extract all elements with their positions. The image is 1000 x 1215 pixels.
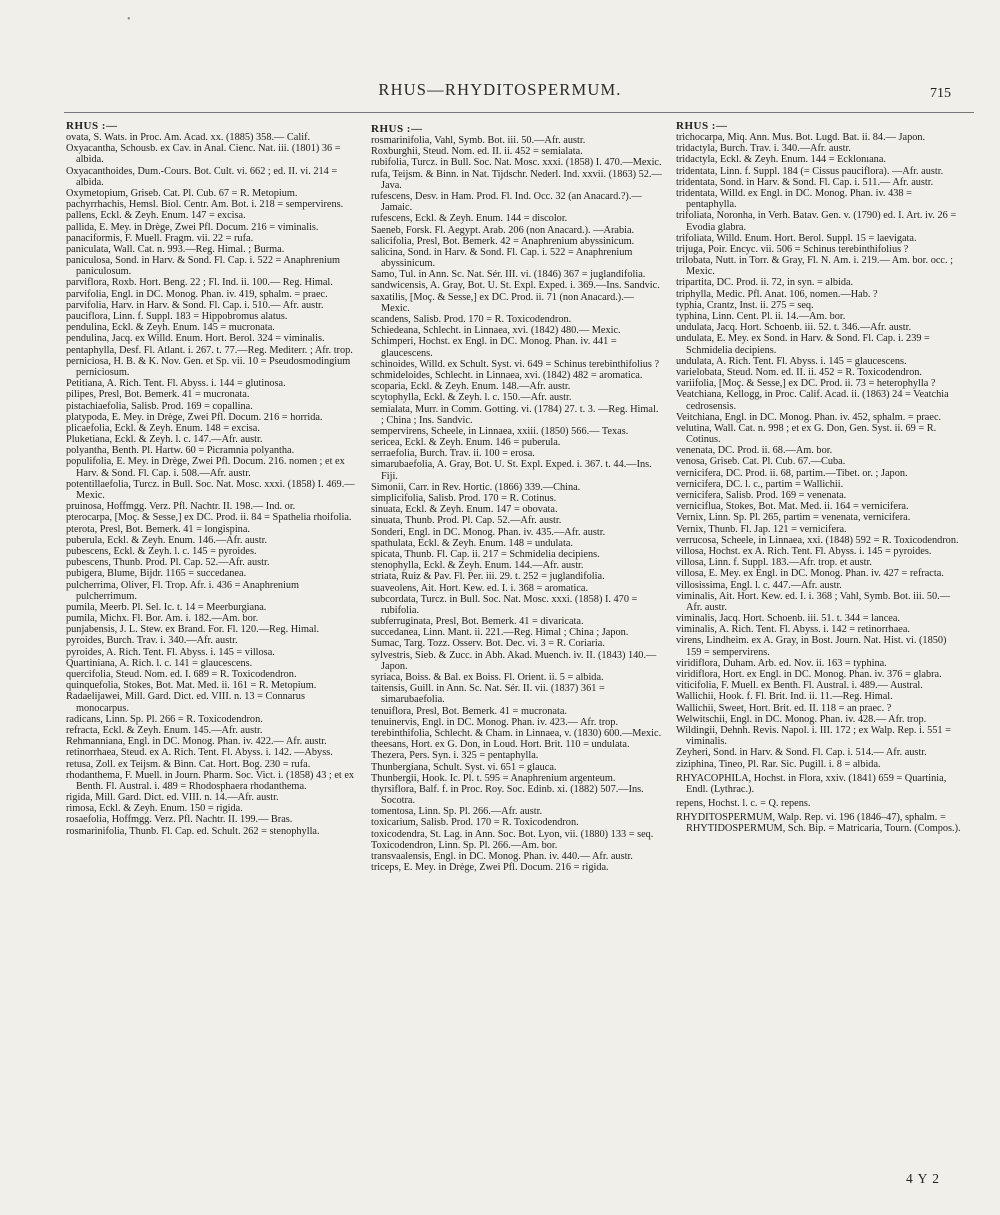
index-entry: pallida, E. Mey. in Drège, Zwei Pfl. Docum. 216 = viminalis. [66,221,319,233]
index-entry: sandwicensis, A. Gray, Bot. U. St. Expl. Exped. i. 369.—Ins. Sandvic. [371,280,660,292]
index-entry: thyrsiflora, Balf. f. in Proc. Roy. Soc. Edinb. xi. (1882) 507.—Ins. Socotra. [371,783,644,807]
column-1 [66,120,356,837]
index-entry: Vernix, Thunb. Fl. Jap. 121 = vernicifera. [676,523,847,535]
index-entry: viridiflora, Hort. ex Engl. in DC. Monog. Phan. iv. 376 = glabra. [676,669,942,680]
index-entry: spathulata, Eckl. & Zeyh. Enum. 148 = undulata. [371,537,573,549]
index-entry: paniculata, Wall. Cat. n. 993.—Reg. Himal. ; Burma. [66,243,285,255]
index-entry: pauciflora, Linn. f. Suppl. 183 = Hippobromus alatus. [66,311,288,322]
index-entry: trijuga, Poir. Encyc. vii. 506 = Schinus terebinthifolius ? [676,243,909,255]
index-entry: venenata, DC. Prod. ii. 68.—Am. bor. [676,445,833,457]
index-entry: vernicifera, DC. Prod. ii. 68, partim.—Tibet. or. ; Japon. [676,467,908,479]
index-entry: toxicarium, Salisb. Prod. 170 = R. Toxicodendron. [371,817,579,829]
index-entry: Thunbergii, Hook. Ic. Pl. t. 595 = Anaphrenium argenteum. [371,772,616,784]
genus-entry: repens, Hochst. l. c. = Q. repens. [676,798,811,810]
index-entry: tenuinervis, Engl. in DC. Monog. Phan. iv. 423.— Afr. trop. [371,716,619,728]
index-entry: scoparia, Eckl. & Zeyh. Enum. 148.—Afr. austr. [371,381,571,393]
index-entry: quercifolia, Steud. Nom. ed. I. 689 = R. Toxicodendron. [66,669,297,680]
index-entry: terebinthifolia, Schlecht. & Cham. in Linnaea, v. (1830) 600.—Mexic. [371,727,662,739]
index-entry: pendulina, Jacq. ex Willd. Enum. Hort. Berol. 324 = viminalis. [66,333,325,345]
index-entry: rufa, Teijsm. & Binn. in Nat. Tijdschr. Nederl. Ind. xxvii. (1863) 52.—Java. [371,168,662,191]
index-entry: polyantha, Benth. Pl. Hartw. 60 = Picramnia polyantha. [66,445,295,457]
index-entry: tomentosa, Linn. Sp. Pl. 266.—Afr. austr. [371,806,543,818]
column-heading: RHUS :— [676,120,728,132]
index-entry: rosaefolia, Hoffmgg. Verz. Pfl. Nachtr. II. 199.— Bras. [66,814,293,826]
genus-entry: RHYACOPHILA, Hochst. in Flora, xxiv. (1841) 659 = Quartinia, Endl. (Lythrac.). [676,772,947,795]
index-entry: rufescens, Desv. in Ham. Prod. Fl. Ind. Occ. 32 (an Anacard.?).—Jamaic. [371,190,642,214]
index-entry: salicina, Sond. in Harv. & Sond. Fl. Cap. i. 522 = Anaphrenium abyssinicum. [371,246,633,270]
index-entry: Simonii, Carr. in Rev. Hortic. (1866) 339.—China. [371,481,581,493]
index-entry: subferruginata, Presl, Bot. Bemerk. 41 = divaricata. [371,616,584,628]
index-entry: Oxyacantha, Schousb. ex Cav. in Anal. Cienc. Nat. iii. (1801) 36 = albida. [66,143,341,166]
index-entry: tridentata, Willd. ex Engl. in DC. Monog. Phan. iv. 438 = pentaphylla. [676,187,912,211]
index-entry: Thezera, Pers. Syn. i. 325 = pentaphylla. [371,750,539,762]
index-entry: viridiflora, Duham. Arb. ed. Nov. ii. 163 = typhina. [676,657,887,669]
index-entry: Schimperi, Hochst. ex Engl. in DC. Monog. Phan. iv. 441 = glaucescens. [371,336,617,359]
index-entry: semialata, Murr. in Comm. Gotting. vi. (1784) 27. t. 3. —Reg. Himal. ; China ; Ins. Sandvic. [371,403,659,426]
page-number: 715 [930,86,951,101]
index-entry: sinuata, Eckl. & Zeyh. Enum. 147 = obovata. [371,504,558,516]
index-entry: villosa, Hochst. ex A. Rich. Tent. Fl. Abyss. i. 145 = pyroides. [676,545,932,557]
index-entry: puberula, Eckl. & Zeyh. Enum. 146.—Afr. austr. [66,534,268,546]
index-entry: sempervirens, Scheele, in Linnaea, xxiii. (1850) 566.— Texas. [371,425,629,437]
index-entry: Saeneb, Forsk. Fl. Aegypt. Arab. 206 (non Anacard.). —Arabia. [371,224,635,236]
index-entry: Pluketiana, Eckl. & Zeyh. l. c. 147.—Afr. austr. [66,434,263,446]
index-entry: paniculosa, Sond. in Harv. & Sond. Fl. Cap. i. 522 = Anaphrenium paniculosum. [66,255,340,278]
index-entry: viminalis, A. Rich. Tent. Fl. Abyss. i. 142 = retinorrhaea. [676,624,910,636]
index-entry: rosmarinifolia, Thunb. Fl. Cap. ed. Schult. 262 = stenophylla. [66,825,320,837]
index-entry: villosa, E. Mey. ex Engl. in DC. Monog. Phan. iv. 427 = refracta. [676,568,944,580]
index-entry: velutina, Wall. Cat. n. 998 ; et ex G. Don, Gen. Syst. ii. 69 = R. Cotinus. [676,422,937,446]
index-entry: trifoliata, Noronha, in Verh. Batav. Gen. v. (1790) ed. I. Art. iv. 26 = Evodia glabra. [676,210,957,233]
index-entry: Zeyheri, Sond. in Harv. & Sond. Fl. Cap. i. 514.— Afr. austr. [676,747,927,759]
index-entry: pallens, Eckl. & Zeyh. Enum. 147 = excisa. [66,210,246,222]
index-entry: saxatilis, [Moç. & Sesse,] ex DC. Prod. ii. 71 (non Anacard.).—Mexic. [371,291,635,314]
index-entry: ovata, S. Wats. in Proc. Am. Acad. xx. (1885) 358.— Calif. [66,132,311,143]
index-entry: Veitchiana, Engl. in DC. Monog. Phan. iv. 452, sphalm. = praec. [676,411,942,423]
index-entry: rhodanthema, F. Muell. in Journ. Pharm. Soc. Vict. i. (1858) 43 ; et ex Benth. Fl. Austral. i. 489 = Rhodosphaera rhodanthema. [66,769,355,792]
index-entry: pumila, Meerb. Pl. Sel. Ic. t. 14 = Meerburgiana. [66,601,267,613]
index-entry: Toxicodendron, Linn. Sp. Pl. 266.—Am. bor. [371,839,558,851]
index-entry: Welwitschii, Engl. in DC. Monog. Phan. iv. 428.— Afr. trop. [676,713,927,725]
index-entry: schmideloides, Schlecht. in Linnaea, xvi. (1842) 482 = aromatica. [371,369,643,381]
index-entry: platypoda, E. Mey. in Drège, Zwei Pfl. Docum. 216 = horrida. [66,411,323,423]
index-entry: Thunbergiana, Schult. Syst. vi. 651 = glauca. [371,761,557,773]
index-entry: retusa, Zoll. ex Teijsm. & Binn. Cat. Hort. Bog. 230 = rufa. [66,758,311,770]
index-entry: trichocarpa, Miq. Ann. Mus. Bot. Lugd. Bat. ii. 84.— Japon. [676,132,926,143]
index-entry: Rehmanniana, Engl. in DC. Monog. Phan. iv. 422.— Afr. austr. [66,736,327,748]
index-entry: viticifolia, F. Muell. ex Benth. Fl. Austral. i. 489.— Austral. [676,680,923,692]
index-entry: typhina, Linn. Cent. Pl. ii. 14.—Am. bor. [676,311,846,322]
index-entry: rubifolia, Turcz. in Bull. Soc. Nat. Mosc. xxxi. (1858) I. 470.—Mexic. [371,157,662,169]
running-header [0,80,1000,110]
index-entry: villosissima, Engl. l. c. 447.—Afr. austr. [676,579,842,591]
index-entry: parviflora, Roxb. Hort. Beng. 22 ; Fl. Ind. ii. 100.— Reg. Himal. [66,277,333,289]
index-entry: Wildingii, Dehnh. Revis. Napol. i. III. 172 ; ex Walp. Rep. i. 551 = viminalis. [676,724,951,748]
index-entry: transvaalensis, Engl. in DC. Monog. Phan. iv. 440.— Afr. austr. [371,851,633,862]
index-entry: verrucosa, Scheele, in Linnaea, xxi. (1848) 592 = R. Toxicodendron. [676,534,959,546]
index-entry: taitensis, Guill. in Ann. Sc. Nat. Sér. II. vii. (1837) 361 = simarubaefolia. [371,683,605,706]
index-entry: varielobata, Steud. Nom. ed. II. ii. 452 = R. Toxicodendron. [676,366,922,378]
index-entry: schinoides, Willd. ex Schult. Syst. vi. 649 = Schinus terebinthifolius ? [371,358,660,370]
index-entry: trifoliata, Willd. Enum. Hort. Berol. Suppl. 15 = laevigata. [676,232,917,244]
corner-mark: • [127,14,131,25]
index-entry: scandens, Salisb. Prod. 170 = R. Toxicodendron. [371,314,572,325]
index-entry: villosa, Linn. f. Suppl. 183.—Afr. trop. et austr. [676,557,872,569]
running-title: RHUS—RHYDITOSPERMUM. [378,80,622,99]
column-heading: RHUS :— [66,120,118,132]
index-entry: toxicodendra, St. Lag. in Ann. Soc. Bot. Lyon, vii. (1880) 133 = seq. [371,828,654,840]
index-entry: pyroides, Burch. Trav. i. 340.—Afr. austr. [66,635,238,647]
index-entry: vernicifera, Salisb. Prod. 169 = venenata. [676,490,847,501]
index-entry: undulata, A. Rich. Tent. Fl. Abyss. i. 145 = glaucescens. [676,355,907,367]
index-entry: variifolia, [Moç. & Sesse,] ex DC. Prod. ii. 73 = heterophylla ? [676,378,936,390]
index-entry: parvifolia, Harv. in Harv. & Sond. Fl. Cap. i. 510.— Afr. austr. [66,299,324,311]
index-entry: Samo, Tul. in Ann. Sc. Nat. Sér. III. vi. (1846) 367 = juglandifolia. [371,269,646,281]
index-entry: subcordata, Turcz. in Bull. Soc. Nat. Mosc. xxxi. (1858) I. 470 = rubifolia. [371,593,638,616]
genus-entry: RHYDITOSPERMUM, Walp. Rep. vi. 196 (1846–47), sphalm. = RHYTIDOSPERMUM, Sch. Bip. = Matricaria, Tourn. (Compos.). [676,812,961,835]
index-entry: parvifolia, Engl. in DC. Monog. Phan. iv. 419, sphalm. = praec. [66,288,328,300]
index-entry: Veatchiana, Kellogg, in Proc. Calif. Acad. ii. (1863) 24 = Veatchia cedrosensis. [676,389,949,412]
index-entry: pubescens, Thunb. Prod. Pl. Cap. 52.—Afr. austr. [66,557,270,569]
index-entry: punjabensis, J. L. Stew. ex Brand. For. Fl. 120.—Reg. Himal. [66,624,320,636]
index-entry: striata, Ruiz & Pav. Fl. Per. iii. 29. t. 252 = juglandifolia. [371,571,605,583]
index-entry: stenophylla, Eckl. & Zeyh. Enum. 144.—Afr. austr. [371,560,584,572]
index-entry: virens, Lindheim. ex A. Gray, in Bost. Journ. Nat. Hist. vi. (1850) 159 = sempervirens. [676,635,947,658]
index-entry: triceps, E. Mey. in Drège, Zwei Pfl. Docum. 216 = rigida. [371,862,609,874]
index-entry: Vernix, Linn. Sp. Pl. 265, partim = venenata, vernicifera. [676,512,911,524]
index-entry: pubescens, Eckl. & Zeyh. l. c. 145 = pyroides. [66,545,257,557]
index-entry: viminalis, Jacq. Hort. Schoenb. iii. 51. t. 344 = lancea. [676,613,901,625]
index-entry: viminalis, Ait. Hort. Kew. ed. I. i. 368 ; Vahl, Symb. Bot. iii. 50.—Afr. austr. [676,590,951,613]
index-entry: potentillaefolia, Turcz. in Bull. Soc. Nat. Mosc. xxxi. (1858) I. 469.—Mexic. [66,478,355,501]
index-entry: pruinosa, Hoffmgg. Verz. Pfl. Nachtr. II. 198.— Ind. or. [66,501,296,513]
index-entry: succedanea, Linn. Mant. ii. 221.—Reg. Himal ; China ; Japon. [371,627,629,639]
index-entry: Wallichii, Sweet, Hort. Brit. ed. II. 118 = an praec. ? [676,702,892,714]
index-entry: simplicifolia, Salisb. Prod. 170 = R. Cotinus. [371,493,557,504]
index-entry: undulata, E. Mey. ex Sond. in Harv. & Sond. Fl. Cap. i. 239 = Schmidelia decipiens. [676,333,930,356]
index-entry: tridentata, Linn. f. Suppl. 184 (= Cissus pauciflora). —Afr. austr. [676,165,944,177]
index-entry: panaciformis, F. Muell. Fragm. vii. 22 = rufa. [66,232,254,244]
column-heading: RHUS :— [371,123,423,135]
index-entry: simarubaefolia, A. Gray, Bot. U. St. Expl. Exped. i. 367. t. 44.—Ins. Fiji. [371,459,652,482]
index-entry: rigida, Mill. Gard. Dict. ed. VIII. n. 14.—Afr. austr. [66,792,279,804]
index-entry: pterocarpa, [Moç. & Sesse,] ex DC. Prod. ii. 84 = Spathelia rhoifolia. [66,512,352,524]
index-entry: Oxymetopium, Griseb. Cat. Pl. Cub. 67 = R. Metopium. [66,187,298,199]
column-3 [676,120,964,835]
index-entry: tripartita, DC. Prod. ii. 72, in syn. = albida. [676,277,854,289]
index-entry: pulcherrima, Oliver, Fl. Trop. Afr. i. 436 = Anaphrenium pulcherrimum. [66,579,300,602]
index-entry: undulata, Jacq. Hort. Schoenb. iii. 52. t. 346.—Afr. austr. [676,322,912,334]
index-entry: pistachiaefolia, Salisb. Prod. 169 = copallina. [66,400,253,412]
index-entry: sinuata, Thunb. Prod. Pl. Cap. 52.—Afr. austr. [371,515,562,527]
index-entry: salicifolia, Presl, Bot. Bemerk. 42 = Anaphrenium abyssinicum. [371,235,635,247]
index-entry: tenuiflora, Presl, Bot. Bemerk. 41 = mucronata. [371,705,567,717]
index-entry: pterota, Presl, Bot. Bemerk. 41 = longispina. [66,523,250,535]
index-entry: Sonderi, Engl. in DC. Monog. Phan. iv. 435.—Afr. austr. [371,526,606,538]
index-entry: rufescens, Eckl. & Zeyh. Enum. 144 = discolor. [371,213,568,225]
index-entry: verniciflua, Stokes, Bot. Mat. Med. ii. 164 = vernicifera. [676,501,909,513]
index-entry: pentaphylla, Desf. Fl. Atlant. i. 267. t. 77.—Reg. Mediterr. ; Afr. trop. [66,344,353,356]
index-entry: suaveolens, Ait. Hort. Kew. ed. I. i. 368 = aromatica. [371,582,589,594]
header-rule [64,112,974,113]
index-entry: Wallichii, Hook. f. Fl. Brit. Ind. ii. 11.—Reg. Himal. [676,691,893,703]
index-entry: spicata, Thunb. Fl. Cap. ii. 217 = Schmidelia decipiens. [371,548,600,560]
index-entry: pubigera, Blume, Bijdr. 1165 = succedanea. [66,568,247,580]
index-entry: populifolia, E. Mey. in Drège, Zwei Pfl. Docum. 216. nomen ; et ex Harv. & Sond. Fl. Cap. i. 508.—Afr. austr. [66,456,345,479]
index-entry: radicans, Linn. Sp. Pl. 266 = R. Toxicodendron. [66,713,263,725]
index-entry: pyroides, A. Rich. Tent. Fl. Abyss. i. 145 = villosa. [66,646,275,658]
index-entry: Roxburghii, Steud. Nom. ed. II. ii. 452 = semialata. [371,146,583,158]
index-entry: pendulina, Eckl. & Zeyh. Enum. 145 = mucronata. [66,322,275,334]
index-entry: tridentata, Sond. in Harv. & Sond. Fl. Cap. i. 511.— Afr. austr. [676,176,934,188]
index-entry: pachyrrhachis, Hemsl. Biol. Centr. Am. Bot. i. 218 = sempervirens. [66,199,344,211]
index-entry: sylvestris, Sieb. & Zucc. in Abh. Akad. Muench. iv. II. (1843) 140.—Japon. [371,649,657,672]
index-entry: ziziphina, Tineo, Pl. Rar. Sic. Pugill. i. 8 = albida. [676,758,881,770]
index-entry: triphylla, Medic. Pfl. Anat. 106, nomen.—Hab. ? [676,288,878,300]
index-entry: syriaca, Boiss. & Bal. ex Boiss. Fl. Orient. ii. 5 = albida. [371,672,604,683]
index-entry: sericea, Eckl. & Zeyh. Enum. 146 = puberula. [371,437,561,449]
index-entry: trilobata, Nutt. in Torr. & Gray, Fl. N. Am. i. 219.— Am. bor. occ. ; Mexic. [676,255,953,278]
index-entry: Petitiana, A. Rich. Tent. Fl. Abyss. i. 144 = glutinosa. [66,378,286,390]
index-entry: Schiedeana, Schlecht. in Linnaea, xvi. (1842) 480.— Mexic. [371,325,621,337]
index-entry: typhia, Crantz, Inst. ii. 275 = seq. [676,299,814,311]
column-2 [371,120,662,873]
index-entry: Sumac, Targ. Tozz. Osserv. Bot. Dec. vi. 3 = R. Coriaria. [371,638,605,650]
index-entry: Oxyacanthoides, Dum.-Cours. Bot. Cult. vi. 662 ; ed. II. vi. 214 = albida. [66,165,338,188]
index-entry: Quartiniana, A. Rich. l. c. 141 = glaucescens. [66,657,253,669]
index-entry: vernicifera, DC. l. c., partim = Wallichii. [676,478,844,490]
index-entry: tridactyla, Burch. Trav. i. 340.—Afr. austr. [676,143,851,155]
index-entry: venosa, Griseb. Cat. Pl. Cub. 67.—Cuba. [676,456,846,468]
index-entry: theesans, Hort. ex G. Don, in Loud. Hort. Brit. 110 = undulata. [371,739,630,751]
index-entry: refracta, Eckl. & Zeyh. Enum. 145.—Afr. austr. [66,724,263,736]
index-entry: scytophylla, Eckl. & Zeyh. l. c. 150.—Afr. austr. [371,392,572,404]
index-entry: pumila, Michx. Fl. Bor. Am. i. 182.—Am. bor. [66,613,259,625]
index-entry: rosmarinifolia, Vahl, Symb. Bot. iii. 50.—Afr. austr. [371,135,586,146]
signature-mark: 4 Y 2 [906,1171,940,1186]
index-entry: serraefolia, Burch. Trav. ii. 100 = erosa. [371,448,535,460]
index-entry: tridactyla, Eckl. & Zeyh. Enum. 144 = Ecklonıana. [676,154,886,166]
index-entry: plicaefolia, Eckl. & Zeyh. Enum. 148 = excisa. [66,422,260,434]
index-entry: rimosa, Eckl. & Zeyh. Enum. 150 = rigida. [66,803,243,815]
index-entry: retinorrhaea, Steud. ex A. Rich. Tent. Fl. Abyss. i. 142. —Abyss. [66,747,333,759]
index-entry: perniciosa, H. B. & K. Nov. Gen. et Sp. vii. 10 = Pseudosmodingium perniciosum. [66,355,351,378]
index-entry: Radaelijawei, Mill. Gard. Dict. ed. VIII. n. 13 = Connarus monocarpus. [66,691,305,714]
index-entry: pilipes, Presl, Bot. Bemerk. 41 = mucronata. [66,389,250,401]
index-entry: quinquefolia, Stokes, Bot. Mat. Med. ii. 161 = R. Metopium. [66,680,317,692]
